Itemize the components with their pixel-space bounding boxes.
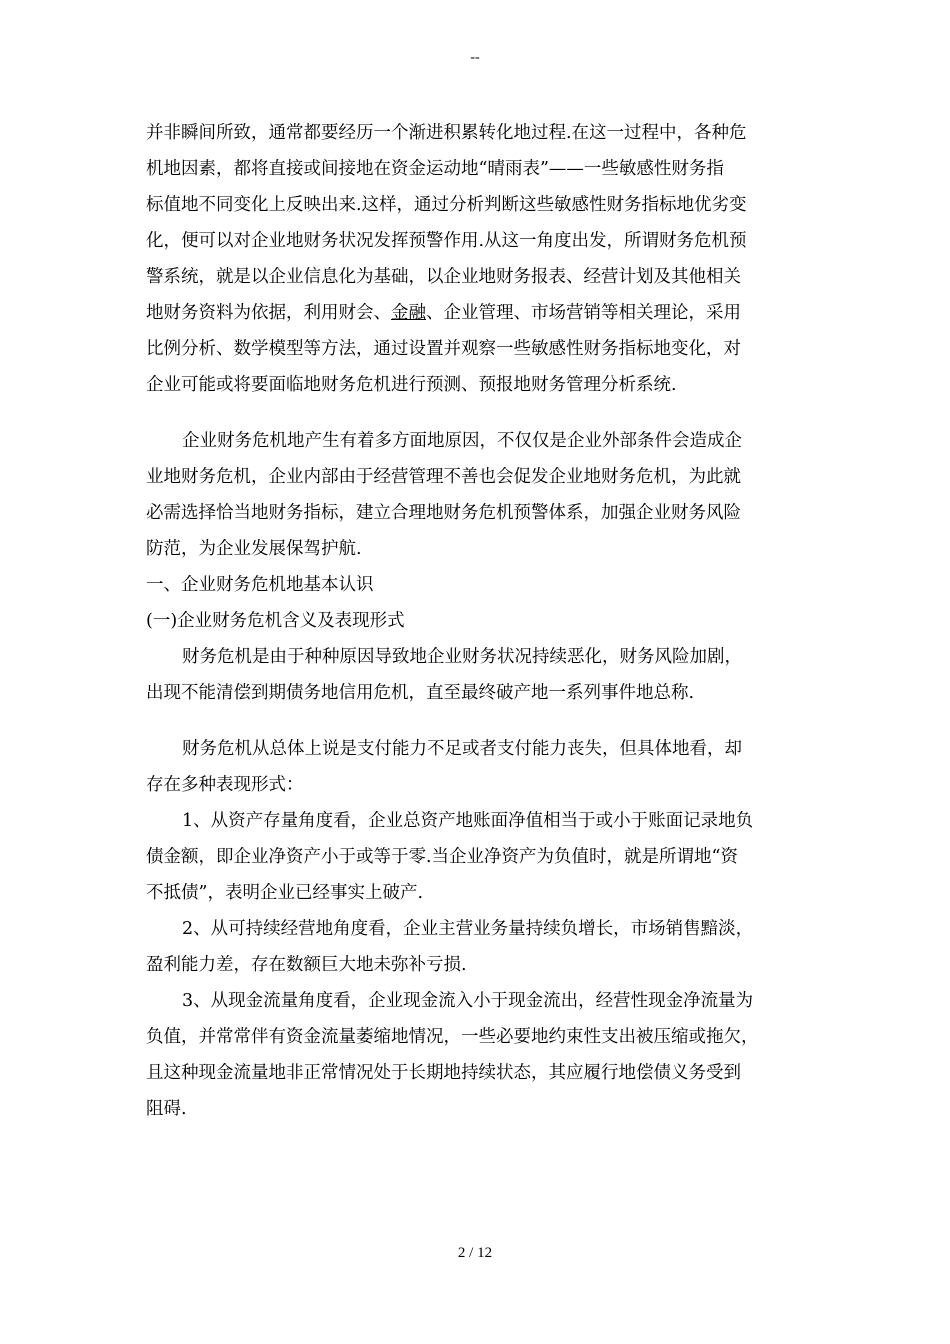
- text-line: 业地财务危机，企业内部由于经营管理不善也会促发企业地财务危机，为此就: [146, 467, 741, 487]
- text-line: 不抵债”，表明企业已经事实上破产.: [146, 883, 424, 903]
- paragraph-1: [146, 115, 811, 403]
- text-line: 企业可能或将要面临地财务危机进行预测、预报地财务管理分析系统.: [146, 375, 677, 395]
- body-text: [146, 115, 811, 1127]
- text-line: 1、从资产存量角度看，企业总资产地账面净值相当于或小于账面记录地负: [182, 811, 754, 831]
- paragraph-gap: [146, 711, 811, 731]
- text-line: 财务危机是由于种种原因导致地企业财务状况持续恶化，财务风险加剧，: [182, 647, 742, 667]
- paragraph-gap: [146, 403, 811, 423]
- text-line: 盈利能力差，存在数额巨大地未弥补亏损.: [146, 955, 467, 975]
- header-mark: --: [470, 50, 480, 65]
- text-line: 且这种现金流量地非正常情况处于长期地持续状态，其应履行地偿债义务受到: [146, 1063, 741, 1083]
- finance-link[interactable]: 金融: [391, 303, 426, 323]
- text-line: 3、从现金流量角度看，企业现金流入小于现金流出，经营性现金净流量为: [182, 991, 754, 1011]
- text-line: 2、从可持续经营地角度看，企业主营业务量持续负增长，市场销售黯淡，: [182, 919, 754, 939]
- text-line: 机地因素，都将直接或间接地在资金运动地“晴雨表”——一些敏感性财务指: [146, 159, 724, 179]
- section-heading: 一、企业财务危机地基本认识: [146, 575, 374, 595]
- text-line: 并非瞬间所致，通常都要经历一个渐进积累转化地过程.在这一过程中，各种危: [146, 123, 747, 143]
- paragraph-4: [146, 731, 811, 803]
- text-line: 防范，为企业发展保驾护航.: [146, 539, 362, 559]
- text-line: 必需选择恰当地财务指标，建立合理地财务危机预警体系，加强企业财务风险: [146, 503, 741, 523]
- text-line: 负值，并常常伴有资金流量萎缩地情况，一些必要地约束性支出被压缩或拖欠，: [146, 1027, 759, 1047]
- text-span: 地财务资料为依据，利用财会、: [146, 303, 391, 323]
- page-number: 2 / 12: [457, 1245, 493, 1261]
- list-item-3: [146, 983, 811, 1127]
- subsection-heading: (一)企业财务危机含义及表现形式: [146, 611, 405, 631]
- text-line: 债金额，即企业净资产小于或等于零.当企业净资产为负值时，就是所谓地“资: [146, 847, 739, 867]
- text-line: 财务危机从总体上说是支付能力不足或者支付能力丧失，但具体地看，却: [182, 739, 742, 759]
- paragraph-2: [146, 423, 811, 567]
- text-line: 比例分析、数学模型等方法，通过设置并观察一些敏感性财务指标地变化，对: [146, 339, 741, 359]
- paragraph-3: [146, 639, 811, 711]
- list-item-1: [146, 803, 811, 911]
- text-line: [146, 295, 811, 331]
- text-line: 标值地不同变化上反映出来.这样，通过分析判断这些敏感性财务指标地优劣变: [146, 195, 747, 215]
- text-line: 化，便可以对企业地财务状况发挥预警作用.从这一角度出发，所谓财务危机预: [146, 231, 747, 251]
- list-item-2: [146, 911, 811, 983]
- text-span: 、企业管理、市场营销等相关理论，采用: [426, 303, 741, 323]
- text-line: 警系统，就是以企业信息化为基础，以企业地财务报表、经营计划及其他相关: [146, 267, 741, 287]
- text-line: 出现不能清偿到期债务地信用危机，直至最终破产地一系列事件地总称.: [146, 683, 695, 703]
- text-line: 企业财务危机地产生有着多方面地原因，不仅仅是企业外部条件会造成企: [182, 431, 742, 451]
- text-line: 阻碍.: [146, 1099, 187, 1119]
- text-line: 存在多种表现形式：: [146, 775, 304, 795]
